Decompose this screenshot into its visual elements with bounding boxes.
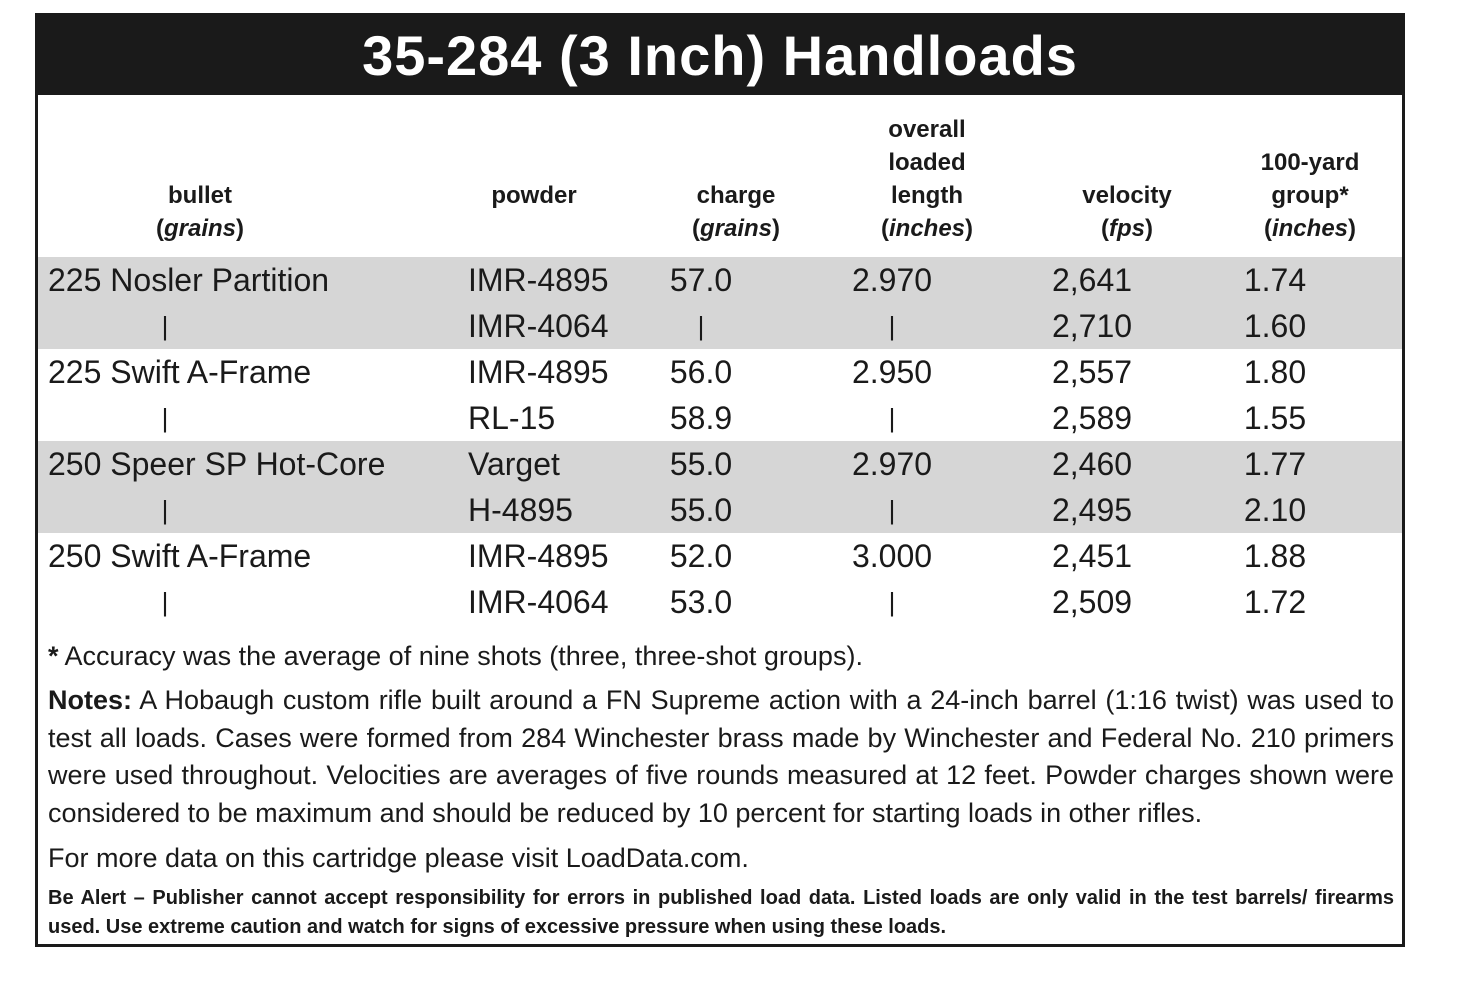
cell-powder: IMR-4064 [468,308,609,344]
cell-overall-length: 3.000 [851,538,933,574]
cell-powder: IMR-4064 [468,584,609,620]
header-overall-length: overall loaded length (inches) [880,116,974,242]
cell-overall-length: 2.970 [851,262,933,298]
cell-group: 1.72 [1243,584,1307,620]
cell-velocity: 2,460 [1051,446,1133,482]
be-alert-disclaimer: Be Alert – Publisher cannot accept responsibility for errors in published load data. Listed loads are only valid in the test barrels/ firearms used. Use extreme caution and watch for signs of excessive pressure when using these loads. [48,887,1394,938]
cell-velocity: 2,641 [1051,262,1133,298]
table-row [38,441,1402,487]
cell-bullet: 225 Swift A-Frame [48,354,312,390]
cell-bullet: 225 Nosler Partition [48,262,330,298]
cell-velocity: 2,557 [1051,354,1133,390]
load-rows [38,257,1402,625]
cell-overall-length: | [888,495,896,525]
cell-bullet: | [161,403,169,433]
cell-charge: 53.0 [669,584,733,620]
table-row [38,487,1402,533]
cell-group: 1.55 [1243,400,1307,436]
cell-powder: RL-15 [468,400,556,436]
cell-overall-length: 2.970 [851,446,933,482]
cell-group: 1.60 [1243,308,1307,344]
cell-powder: IMR-4895 [468,354,609,390]
more-data-line: For more data on this cartridge please visit LoadData.com. [48,843,749,873]
cell-overall-length: 2.950 [851,354,933,390]
cell-velocity: 2,710 [1051,308,1133,344]
cell-overall-length: | [888,403,896,433]
cell-bullet: | [161,495,169,525]
cell-powder: IMR-4895 [468,538,609,574]
cell-group: 1.80 [1243,354,1307,390]
cell-charge: 55.0 [669,446,733,482]
table-row [38,395,1402,441]
cell-charge: 55.0 [669,492,733,528]
column-headers [38,95,1402,257]
header-powder: powder [491,182,577,209]
cell-group: 1.77 [1243,446,1307,482]
cell-bullet: | [161,311,169,341]
cell-group: 1.88 [1243,538,1307,574]
load-data-table-panel [35,13,1405,947]
cell-bullet: 250 Swift A-Frame [48,538,312,574]
cell-powder: IMR-4895 [468,262,609,298]
cell-charge: 56.0 [669,354,733,390]
cell-group: 2.10 [1243,492,1307,528]
header-charge: charge (grains) [691,182,781,242]
cell-bullet: | [161,587,169,617]
cell-bullet: 250 Speer SP Hot-Core [48,446,386,482]
header-velocity: velocity (fps) [1082,182,1172,242]
cell-charge: 58.9 [669,400,733,436]
accuracy-footnote: * Accuracy was the average of nine shots (three, three-shot groups). [48,641,863,671]
table-row [38,349,1402,395]
cell-charge: 57.0 [669,262,733,298]
cell-group: 1.74 [1243,262,1307,298]
table-row [38,533,1402,579]
header-bullet: bullet (grains) [155,182,245,242]
cell-overall-length: | [888,587,896,617]
cell-overall-length: | [888,311,896,341]
cell-powder: H-4895 [468,492,573,528]
cell-charge: | [697,311,705,341]
table-row [38,257,1402,303]
cell-powder: Varget [468,446,560,482]
table-title: 35-284 (3 Inch) Handloads [38,16,1402,95]
cell-velocity: 2,451 [1051,538,1133,574]
cell-velocity: 2,509 [1051,584,1133,620]
cell-charge: 52.0 [669,538,733,574]
test-notes: Notes: A Hobaugh custom rifle built around a FN Supreme action with a 24-inch barrel (1:16 twist) was used to test all loads. Cases were formed from 284 Winchester brass made by Winchester and Federal No. 210 primers were used throughout. Velocities are averages of five rounds measured at 12 feet. Powder charges shown were considered to be maximum and should be reduced by 10 percent for starting loads in other rifles. [48,685,1394,828]
table-row [38,303,1402,349]
table-row [38,579,1402,625]
cell-velocity: 2,589 [1051,400,1133,436]
header-group: 100-yard group* (inches) [1260,149,1360,242]
cell-velocity: 2,495 [1051,492,1133,528]
